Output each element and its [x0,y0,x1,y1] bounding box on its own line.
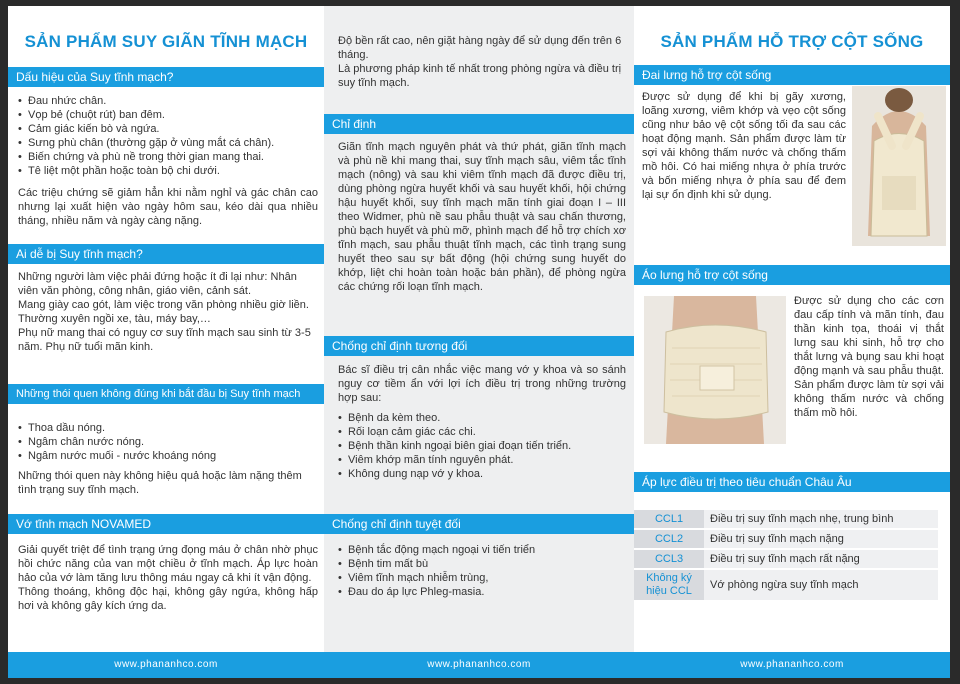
paragraph: Những người làm việc phải đứng hoặc ít đi lại như: Nhân viên văn phòng, công nhân, giáo viên, cảnh sát. [18,271,297,297]
class-description: Vớ phòng ngừa suy tĩnh mạch [704,570,938,600]
section-body [338,140,626,294]
class-code: CCL1 [634,510,704,528]
lumbar-belt-photo [644,296,786,444]
list-item: • Thoa dầu nóng. [18,421,318,435]
section-heading: Chống chỉ định tương đối [324,336,634,356]
column-indications [324,6,634,678]
list-item: • Rối loạn cảm giác các chi. [338,425,626,439]
section-heading: Ai dễ bị Suy tĩnh mạch? [8,244,324,264]
paragraph: Thông thoáng, không độc hại, không gây ngứa, không hấp hơi và không gây kích ứng da. [18,586,318,612]
list-item: • Bệnh thần kinh ngoại biên giai đoạn tiến triển. [338,439,626,453]
section-body [18,270,318,354]
section-heading: Những thói quen không đúng khi bắt đầu bị Suy tĩnh mạch [8,384,324,404]
bullet-list [18,94,318,178]
table-row [634,570,938,600]
class-code: CCL2 [634,530,704,548]
column-title-wrap [634,32,950,52]
column-varicose [8,6,324,678]
section-heading: Đai lưng hỗ trợ cột sống [634,65,950,85]
list-item: • Ngâm chân nước nóng. [18,435,318,449]
section-body [18,94,318,228]
section-heading: Chỉ định [324,114,634,134]
paragraph: Độ bền rất cao, nên giặt hàng ngày để sử dụng đến trên 6 tháng. [338,35,622,61]
bullet-list [338,543,626,599]
section-heading: Áp lực điều trị theo tiêu chuẩn Châu Âu [634,472,950,492]
back-brace-illustration [852,86,946,246]
section-heading: Áo lưng hỗ trợ cột sống [634,265,950,285]
paragraph: Thường xuyên ngồi xe, tàu, máy bay,… [18,313,211,325]
paragraph: Giãn tĩnh mạch nguyên phát và thứ phát, giãn tĩnh mạch và phù nề khi mang thai, suy tĩnh mạch sâu, viêm tắc tĩnh mạch (nông) và sau khi viêm tĩnh mạch đã được điều trị, dùng phòng ngừa huyết khối và sau huyết khối, hội chứng hậu huyết khối, suy tĩnh mạch mãn tính giai đoạn I – III theo Widmer, phù nề sau phẫu thuật và sau chấn thương, phù bạch huyết và phù mỡ, phình mạch để hỗ trợ chích xơ tĩnh mạch, sau phẫu thuật tĩnh mạch, các tình trạng sung huyết theo sau sự bất động (hội chứng sung huyết do khớp, liệt chi hoàn toàn hoặc bán phần), để phòng ngừa các chứng rối loạn tĩnh mạch. [338,141,626,293]
section-heading: Chống chỉ định tuyệt đối [324,514,634,534]
column-title: SẢN PHẨM SUY GIÃN TĨNH MẠCH [24,32,308,51]
list-item: • Bệnh da kèm theo. [338,411,626,425]
class-description: Điều trị suy tĩnh mạch rất nặng [704,550,938,568]
list-item: • Vọp bẻ (chuột rút) ban đêm. [18,108,318,122]
list-item: • Tê liệt một phần hoặc toàn bộ chi dưới. [18,164,318,178]
table-row [634,510,938,528]
paragraph: Những thói quen này không hiệu quả hoặc làm nặng thêm tình trạng suy tĩnh mạch. [18,470,302,496]
section-body [642,90,846,202]
back-brace-photo [852,86,946,246]
footer-url[interactable]: www.phananhco.com [634,652,950,678]
column-title-wrap [8,32,324,52]
bullet-list [18,421,318,463]
list-item: • Ngâm nước muối - nước khoáng nóng [18,449,318,463]
list-item: • Viêm tĩnh mạch nhiễm trùng, [338,571,626,585]
column-title: SẢN PHẨM HỖ TRỢ CỘT SỐNG [660,32,924,51]
list-item: • Sưng phù chân (thường gặp ở vùng mắt cá chân). [18,136,318,150]
list-item: • Không dung nạp vớ y khoa. [338,467,626,481]
class-description: Điều trị suy tĩnh mạch nặng [704,530,938,548]
paragraph: Phụ nữ mang thai có nguy cơ suy tĩnh mạch sau sinh từ 3-5 năm. Phụ nữ tuổi mãn kinh. [18,327,311,353]
table-row [634,530,938,548]
paragraph: Được sử dụng để khi bị gãy xương, loãng xương, viêm khớp và vẹo cột sống cũng như bảo vệ cột sống tối đa sau các hoạt động mạnh. Sản phẩm được làm từ sợi vải không thấm nước và chống thấm mồ hôi. Có hai miếng nhựa ở phía trước và bốn miếng nhựa ở phía sau để đem lại sự ổn định khi sử dụng. [642,91,846,201]
section-heading: Vớ tĩnh mạch NOVAMED [8,514,324,534]
list-item: • Bệnh tim mất bù [338,557,626,571]
table-row [634,550,938,568]
class-description: Điều trị suy tĩnh mạch nhẹ, trung bình [704,510,938,528]
intro-text [338,34,628,90]
footer-url[interactable]: www.phananhco.com [8,652,324,678]
class-code: CCL3 [634,550,704,568]
column-spine-support [634,6,950,678]
paragraph: Được sử dụng cho các cơn đau cấp tính và mãn tính, đau thần kinh tọa, thoái vị thắt lưng sau khi sinh, hỗ trợ cho thắt lưng và bụng sau khi hoạt động mạnh và sau phẫu thuật. Sản phẩm được làm từ sợi vải không thấm nước và chống thấm mồ hôi. [794,295,944,419]
section-body [338,543,626,599]
section-body [18,421,318,497]
paragraph: Bác sĩ điều trị cân nhắc việc mang vớ y khoa và so sánh nguy cơ tiềm ẩn với lợi ích điều trị trong những trường hợp sau: [338,364,626,404]
class-code: Không ký hiệu CCL [634,570,704,600]
paragraph: Là phương pháp kinh tế nhất trong phòng ngừa và điều trị suy tĩnh mạch. [338,63,622,89]
section-body [794,294,944,420]
lumbar-belt-illustration [644,296,786,444]
list-item: • Biến chứng và phù nề trong thời gian mang thai. [18,150,318,164]
paragraph: Các triệu chứng sẽ giảm hẳn khi nằm nghỉ và gác chân cao nhưng lại xuất hiện vào ngày hôm sau, kéo dài qua nhiều tháng, nhiều năm và ngày càng nặng. [18,187,318,227]
section-body [18,543,318,613]
section-heading: Dấu hiệu của Suy tĩnh mạch? [8,67,324,87]
paragraph: Mang giày cao gót, làm việc trong văn phòng nhiều giờ liền. [18,299,309,311]
section-body [338,363,626,481]
list-item: • Đau nhức chân. [18,94,318,108]
brochure-page [8,6,950,678]
footer-url[interactable]: www.phananhco.com [324,652,634,678]
paragraph: Giải quyết triệt để tình trạng ứng đọng máu ở chân nhờ phục hồi chức năng của van một chiều ở tĩnh mạch. Áp lực hoàn hảo của vớ làm tăng lưu thông máu ngay cả khi ít vận động. [18,544,318,584]
list-item: • Viêm khớp mãn tính nguyên phát. [338,453,626,467]
bullet-list [338,411,626,481]
list-item: • Cảm giác kiến bò và ngứa. [18,122,318,136]
list-item: • Bệnh tắc động mạch ngoại vi tiến triển [338,543,626,557]
list-item: • Đau do áp lực Phleg-masia. [338,585,626,599]
compression-class-table [634,508,938,602]
